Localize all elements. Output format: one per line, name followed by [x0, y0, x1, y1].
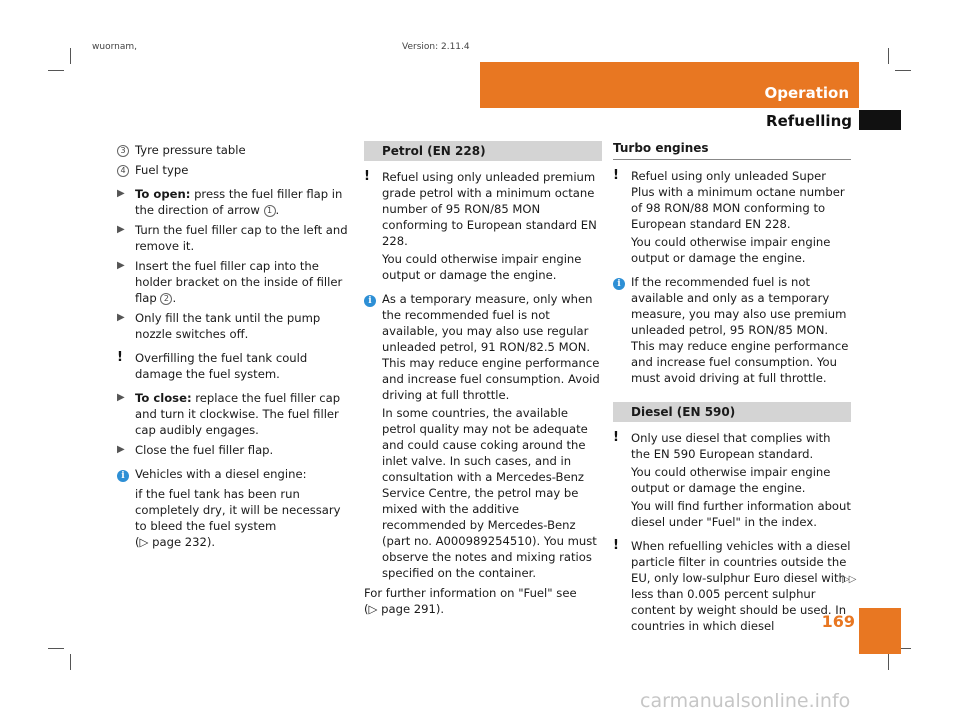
info-icon: i [364, 295, 376, 307]
step-insert [117, 258, 353, 306]
step-text: Close the fuel filler flap. [135, 443, 274, 457]
page-reference: (▷ page 291). [364, 602, 445, 616]
page-title: Refuelling [766, 112, 852, 130]
warning-text-more: You could otherwise impair engine output or damage the engine. [631, 465, 831, 495]
page-reference: (▷ page 232). [135, 535, 216, 549]
warning-text: Only use diesel that complies with the EN 590 European standard. [631, 431, 831, 461]
info-text: If the recommended fuel is not available and only as a temporary measure, you may also use premium unleaded petrol, 95 RON/85 MON. This may reduce engine performance and increase fuel consumption. You must avoid driving at full throttle. [631, 275, 849, 385]
section-label: Operation [764, 84, 849, 102]
info-text: As a temporary measure, only when the recommended fuel is not available, you may also use regular unleaded petrol, 91 RON/82.5 MON. This may reduce engine performance and increase fuel consumption. Avoid driving at full throttle. [382, 292, 600, 402]
step-turn [117, 222, 353, 254]
info-text-more: if the fuel tank has been run completely dry, it will be necessary to bleed the fuel system [135, 487, 341, 533]
print-meta-right: Version: 2.11.4 [402, 42, 470, 52]
item-text: Tyre pressure table [135, 143, 246, 157]
step-arrow-icon: ▶ [117, 188, 125, 199]
step-arrow-icon: ▶ [117, 224, 125, 235]
step-fill [117, 310, 353, 342]
warning-overfill [117, 350, 353, 382]
warning-text-more: You could otherwise impair engine output or damage the engine. [382, 252, 582, 282]
page-number-tab [859, 608, 901, 654]
step-text-end: . [172, 291, 177, 305]
warning-icon: ! [613, 430, 619, 445]
warning-text: Refuel using only unleaded premium grade petrol with a minimum octane number of 95 RON/85 MON conforming to European standard EN 228. [382, 170, 597, 248]
info-icon: i [613, 278, 625, 290]
further-info: For further information on "Fuel" see [364, 586, 577, 600]
info-turbo [613, 274, 851, 386]
warning-icon: ! [613, 168, 619, 183]
step-text: press the fuel filler flap in the direction of arrow [135, 187, 343, 217]
section-heading-diesel: Diesel (EN 590) [613, 402, 851, 422]
warning-icon: ! [364, 169, 370, 184]
step-text: Turn the fuel filler cap to the left and remove it. [135, 223, 348, 253]
crop-mark [888, 654, 889, 670]
callout-number: 4 [117, 165, 129, 177]
callout-number: 3 [117, 145, 129, 157]
list-item [117, 142, 353, 158]
step-arrow-icon: ▶ [117, 444, 125, 455]
warning-text: Refuel using only unleaded Super Plus with a minimum octane number of 98 RON/88 MON conforming to European standard EN 228. [631, 169, 845, 231]
step-text: Insert the fuel filler cap into the holder bracket on the inside of filler flap [135, 259, 343, 305]
step-arrow-icon: ▶ [117, 260, 125, 271]
step-text: replace the fuel filler cap and turn it clockwise. The fuel filler cap audibly engages. [135, 391, 341, 437]
callout-number: 2 [160, 293, 172, 305]
step-open [117, 186, 353, 218]
crop-mark [70, 654, 71, 670]
list-item [117, 162, 353, 178]
step-close [117, 390, 353, 438]
info-petrol [364, 291, 602, 403]
step-text-end: . [275, 203, 280, 217]
warning-icon: ! [117, 350, 123, 365]
warning-text-more: You will find further information about diesel under "Fuel" in the index. [631, 499, 851, 529]
info-icon: i [117, 470, 129, 482]
crop-mark [888, 48, 889, 64]
step-arrow-icon: ▶ [117, 392, 125, 403]
callout-number: 1 [264, 205, 276, 217]
crop-mark [70, 48, 71, 64]
continued-arrow-icon: ▷▷ [842, 574, 856, 585]
crop-mark [895, 70, 911, 71]
column-2 [364, 141, 602, 617]
warning-icon: ! [613, 538, 619, 553]
section-tab [480, 62, 859, 108]
warning-petrol [364, 169, 602, 249]
info-diesel [117, 466, 353, 482]
info-text: Vehicles with a diesel engine: [135, 467, 307, 481]
warning-text-more: You could otherwise impair engine output or damage the engine. [631, 235, 831, 265]
warning-text: When refuelling vehicles with a diesel particle filter in countries outside the EU, only low-sulphur Euro diesel with less than 0.005 percent sulphur content by weight should be used. In countries in which diesel [631, 539, 851, 633]
step-label: To open: [135, 187, 191, 201]
warning-text: Overfilling the fuel tank could damage the fuel system. [135, 351, 308, 381]
warning-diesel [613, 430, 851, 462]
crop-mark [48, 648, 64, 649]
print-meta-left: wuornam, [92, 42, 137, 52]
column-3 [613, 140, 851, 638]
title-marker [859, 110, 901, 130]
crop-mark [48, 70, 64, 71]
step-arrow-icon: ▶ [117, 312, 125, 323]
section-heading-petrol: Petrol (EN 228) [364, 141, 602, 161]
step-close-flap [117, 442, 353, 458]
step-text: Only fill the tank until the pump nozzle switches off. [135, 311, 321, 341]
info-text-more: In some countries, the available petrol quality may not be adequate and could cause coking around the inlet valve. In such cases, and in consultation with a Mercedes-Benz Service Centre, the petrol may be mixed with the additive recommended by Mercedes-Benz (part no. A000989254510). You must observe the notes and mixing ratios specified on the container. [382, 406, 597, 580]
item-text: Fuel type [135, 163, 189, 177]
page-number: 169 [821, 612, 855, 631]
watermark: carmanualsonline.info [640, 690, 851, 712]
section-heading-turbo: Turbo engines [613, 140, 851, 160]
warning-turbo [613, 168, 851, 232]
column-1 [117, 142, 353, 550]
step-label: To close: [135, 391, 192, 405]
